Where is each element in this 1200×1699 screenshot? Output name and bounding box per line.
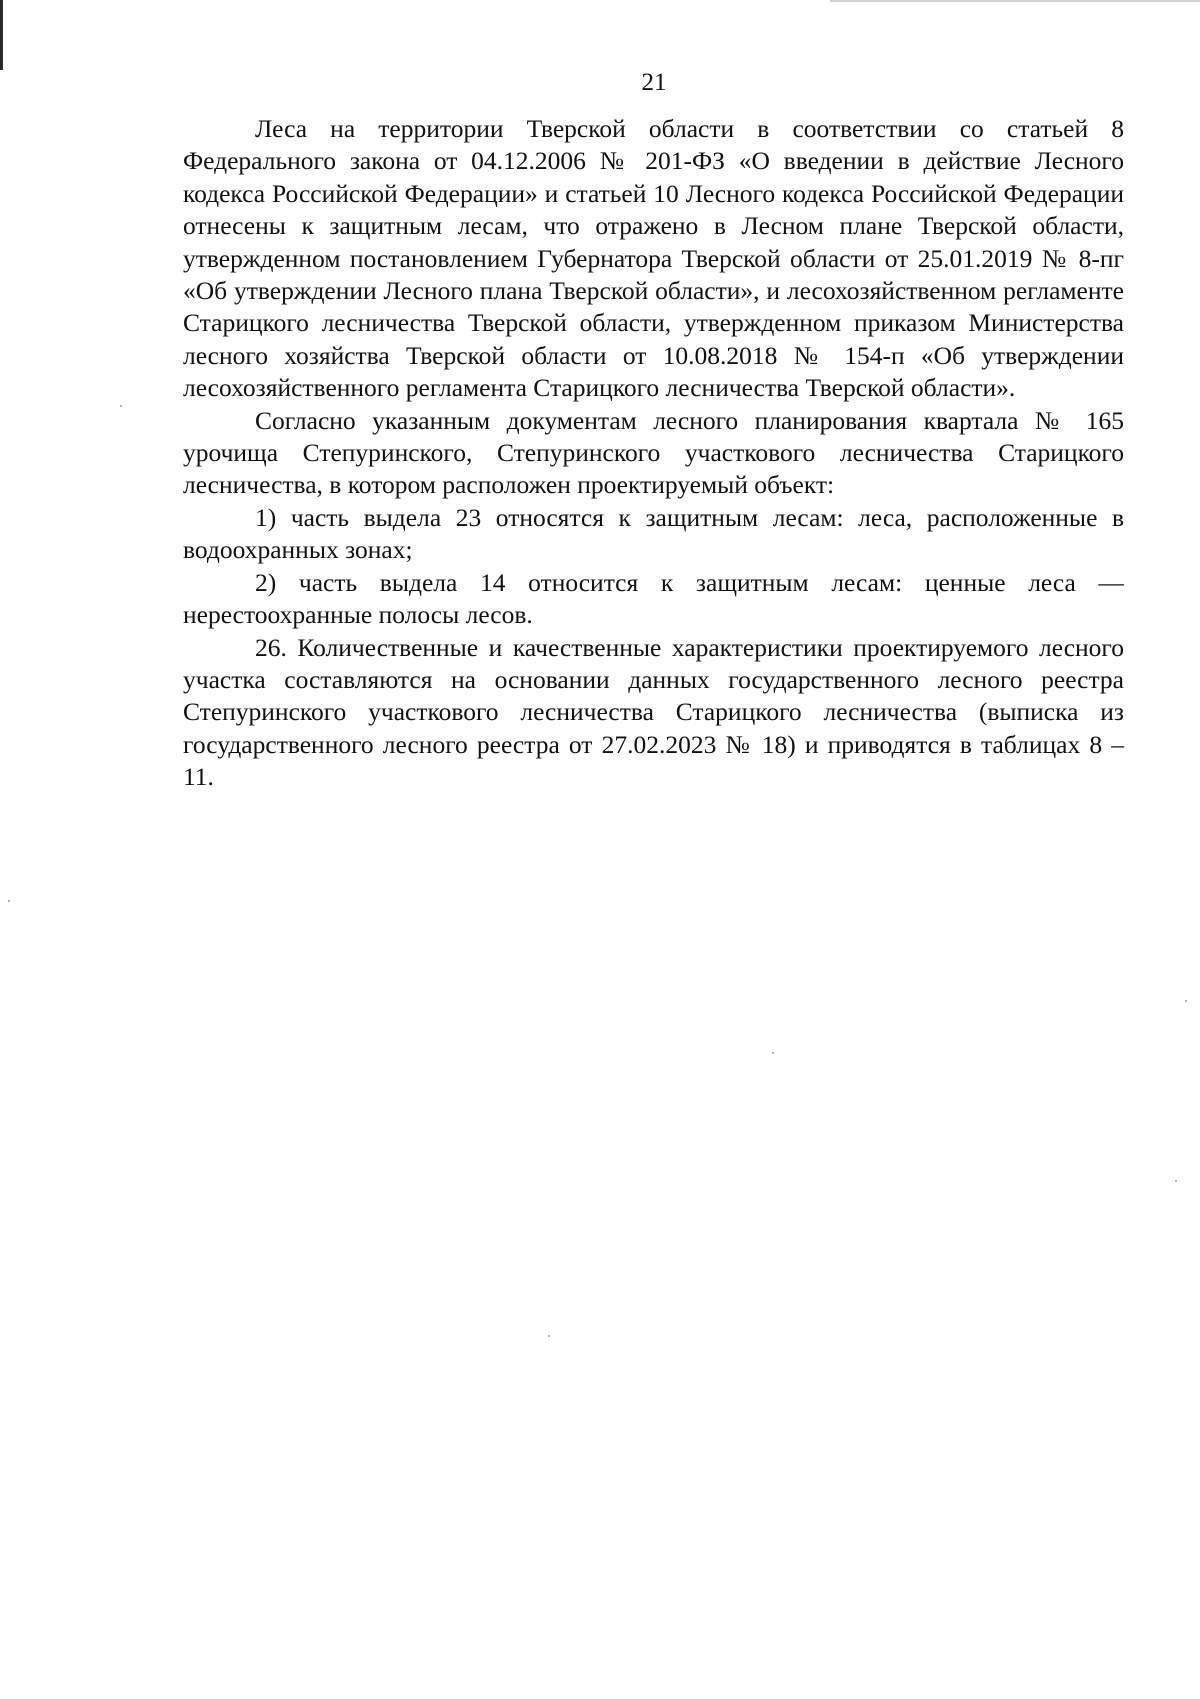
scan-speck (1175, 1180, 1177, 1182)
paragraph-planning-documents: Согласно указанным документам лесного планирования квартала № 165 урочища Степуринского, Степуринского участкового лесничества Старицкого лесничества, в котором расположен проектируемый объект: (183, 405, 1124, 500)
document-body (183, 113, 1124, 794)
page-number: 21 (641, 69, 667, 96)
scan-speck (120, 405, 122, 407)
list-item-allotment-14: 2) часть выдела 14 относится к защитным лесам: ценные леса — нерестоохранные полосы лесов. (183, 567, 1124, 630)
scan-speck (1185, 1000, 1187, 1002)
paragraph-item-26: 26. Количественные и качественные характеристики проектируемого лесного участка составляются на основании данных государственного лесного реестра Степуринского участкового лесничества Старицкого лесничества (выписка из государственного лесного реестра от 27.02.2023 № 18) и приводятся в таблицах 8 – 11. (183, 632, 1124, 792)
list-item-allotment-23: 1) часть выдела 23 относятся к защитным лесам: леса, расположенные в водоохранных зонах; (183, 502, 1124, 565)
scan-speck (772, 1052, 774, 1054)
paragraph-protective-forests: Леса на территории Тверской области в соответствии со статьей 8 Федерального закона от 04.12.2006 № 201-ФЗ «О введении в действие Лесного кодекса Российской Федерации» и статьей 10 Лесного кодекса Российской Федерации отнесены к защитным лесам, что отражено в Лесном плане Тверской области, утвержденном постановлением Губернатора Тверской области от 25.01.2019 № 8-пг «Об утверждении Лесного плана Тверской области», и лесохозяйственном регламенте Старицкого лесничества Тверской области, утвержденном приказом Министерства лесного хозяйства Тверской области от 10.08.2018 № 154-п «Об утверждении лесохозяйственного регламента Старицкого лесничества Тверской области». (183, 114, 1124, 403)
scan-speck (548, 1335, 550, 1337)
scan-edge-top (830, 0, 1200, 2)
scan-speck (8, 900, 10, 902)
scan-edge-left (0, 0, 3, 70)
